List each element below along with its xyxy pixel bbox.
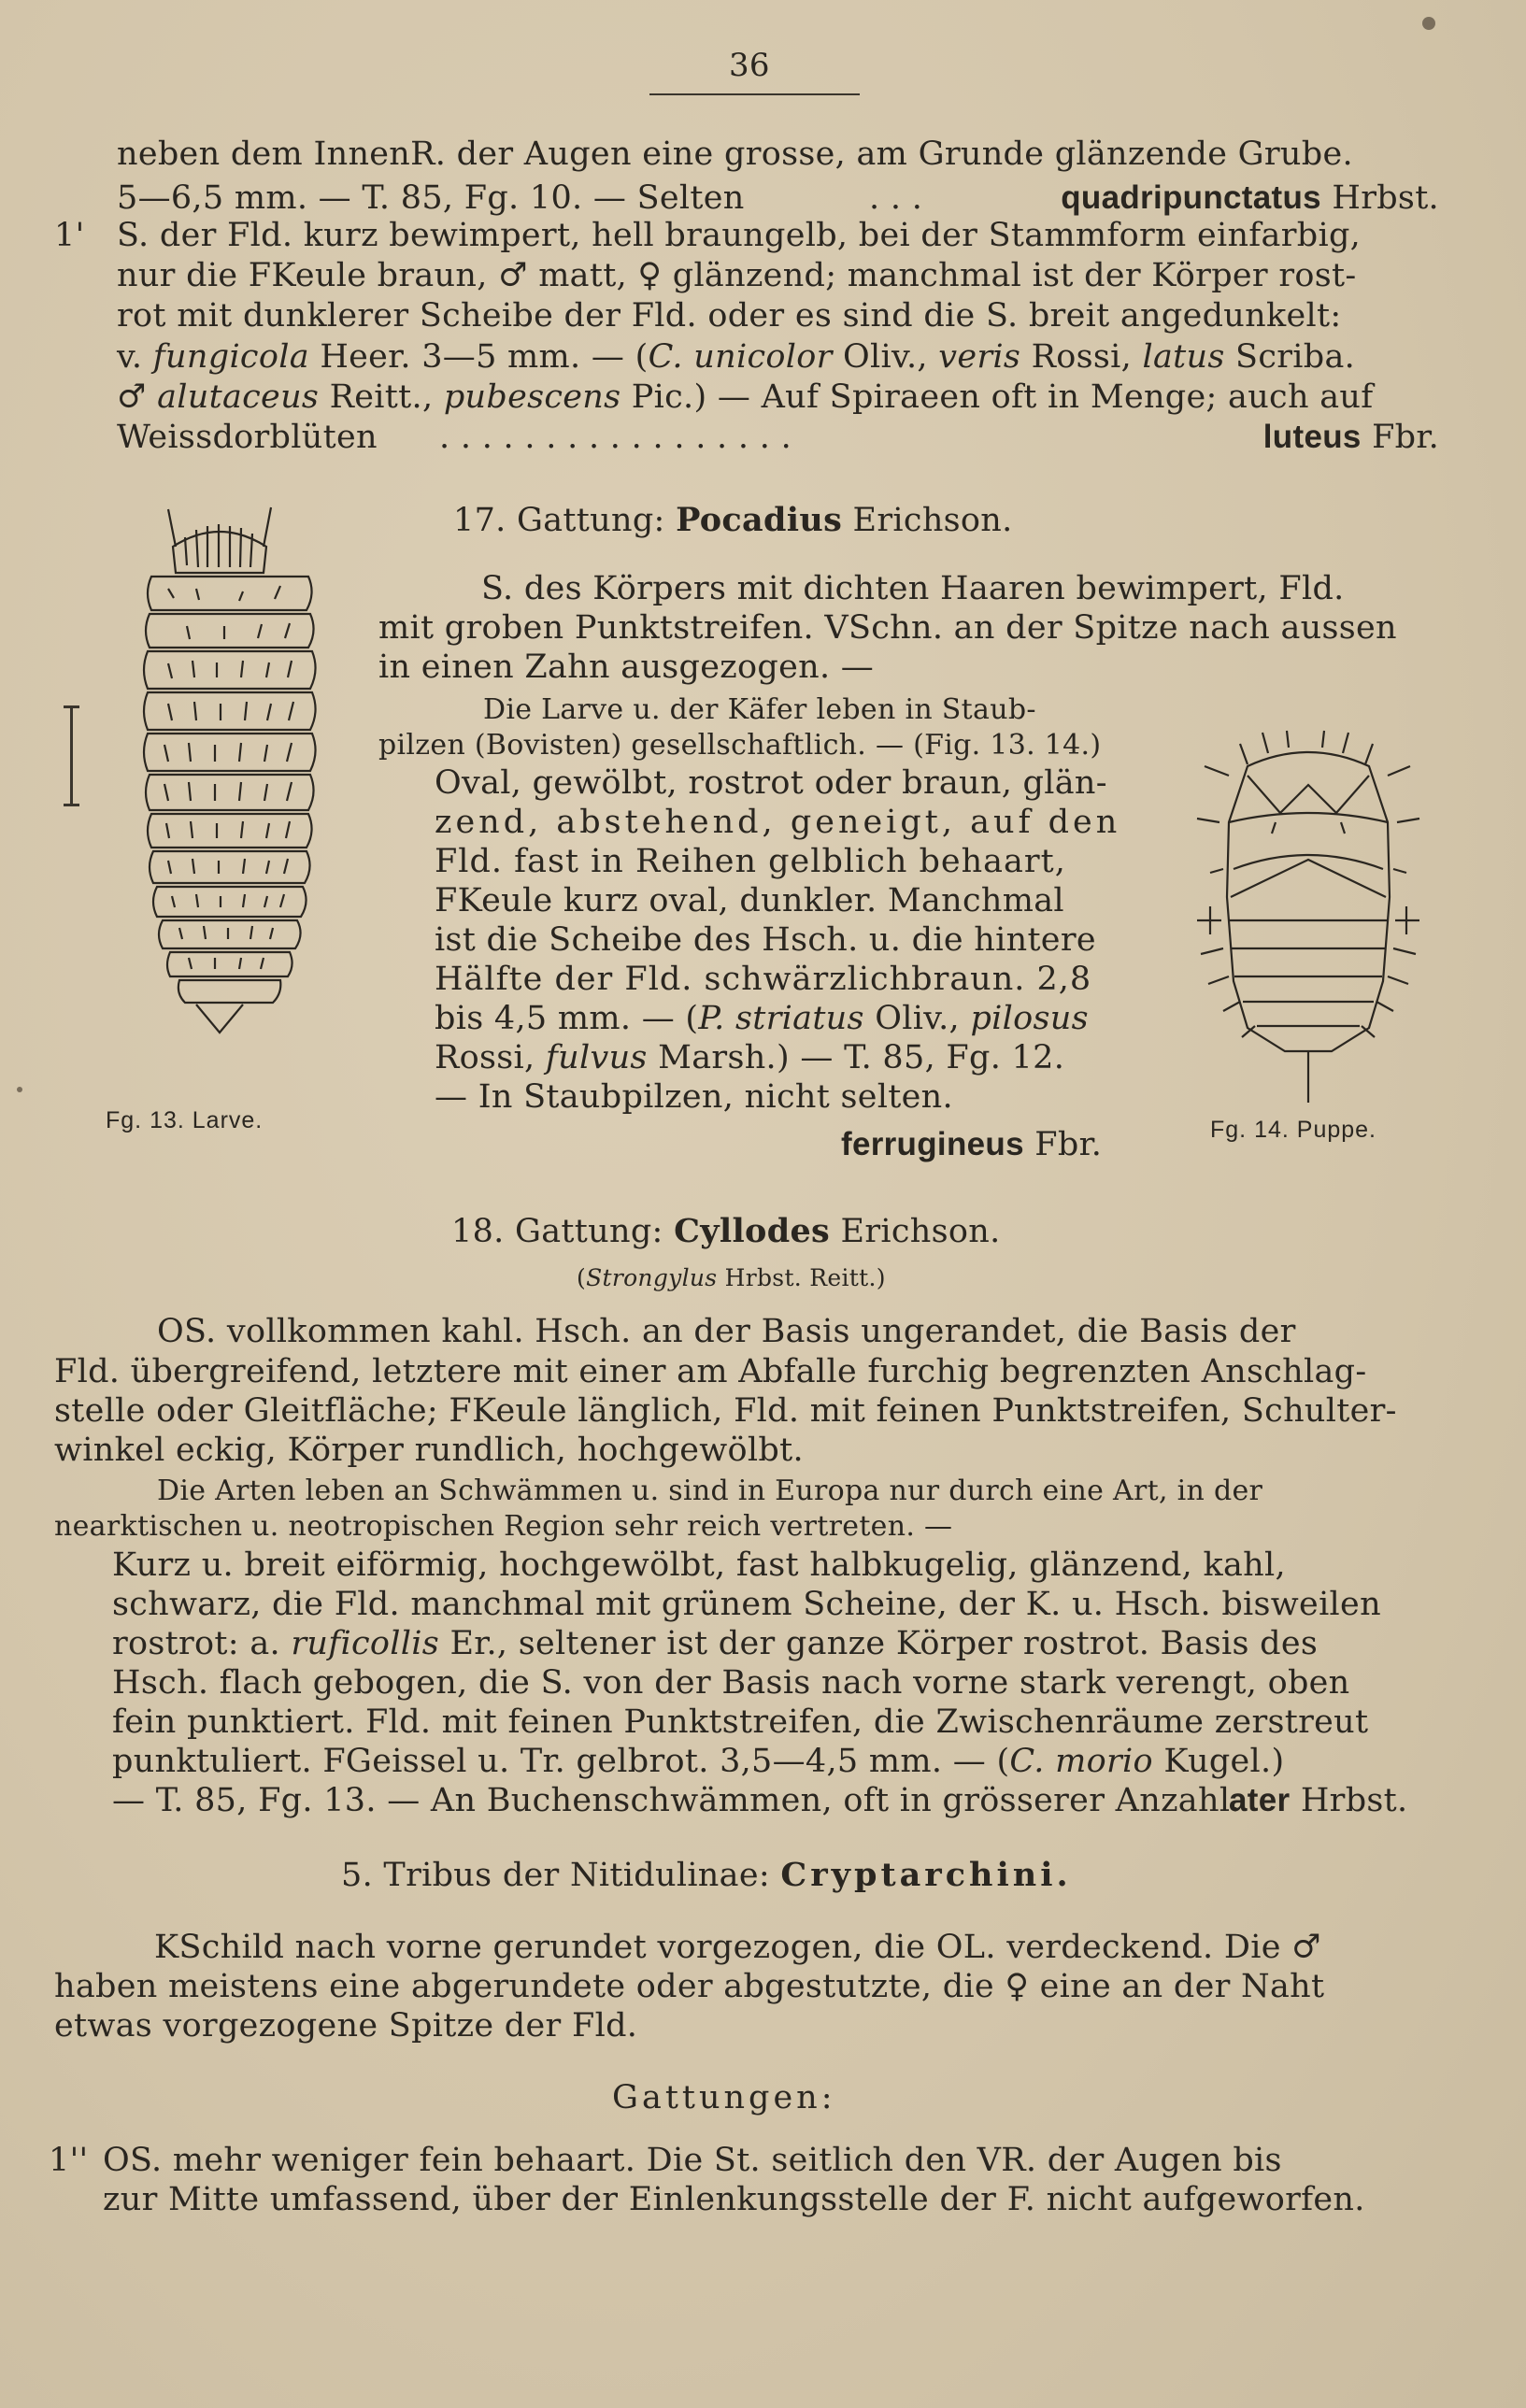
taxon-italic: alutaceus	[157, 378, 320, 416]
taxon-italic: fulvus	[545, 1039, 648, 1076]
text-span: Er., seltener ist der ganze Körper rostrot. Basis des	[449, 1625, 1319, 1662]
header-rule	[649, 93, 860, 95]
synonym-line	[577, 1260, 886, 1297]
text-line: Die Larve u. der Käfer leben in Staub-	[483, 693, 1036, 726]
heading-prefix: 5. Tribus der Nitidulinae:	[341, 1857, 770, 1894]
couplet-number: 1'	[54, 217, 85, 254]
leader-dots: . . . . . . . . . . . . . . . . .	[439, 419, 792, 456]
scale-bar	[70, 705, 73, 806]
genus-author: Erichson.	[840, 1213, 1001, 1250]
text-line: neben dem InnenR. der Augen eine grosse, am Grunde glänzende Grube.	[117, 135, 1353, 173]
text-span: Weissdorblüten	[117, 419, 378, 456]
species-name: quadripunctatus	[1061, 179, 1321, 216]
text-span: Pic.) — Auf Spiraeen oft in Menge; auch auf	[631, 378, 1374, 416]
species-name: ferrugineus	[841, 1126, 1024, 1162]
figure-13-caption: Fg. 13. Larve.	[106, 1107, 264, 1133]
text-line: rot mit dunklerer Scheibe der Fld. oder es sind die S. breit angedunkelt:	[117, 297, 1342, 335]
text-span: rostrot:	[112, 1625, 239, 1662]
text-span: Scriba.	[1235, 338, 1356, 376]
taxon-italic: pilosus	[970, 1000, 1089, 1037]
text-line: — In Staubpilzen, nicht selten.	[435, 1078, 953, 1116]
text-line: zend, abstehend, geneigt, auf den	[435, 804, 1121, 841]
text-span: Reitt.,	[329, 378, 434, 416]
larva-figure	[131, 500, 318, 1098]
text-line: zur Mitte umfassend, über der Einlenkungsstelle der F. nicht aufgeworfen.	[103, 2181, 1365, 2218]
taxon-italic: pubescens	[443, 378, 621, 416]
text-line: pilzen (Bovisten) gesellschaftlich. — (Fig. 13. 14.)	[378, 729, 1102, 762]
taxon-italic: veris	[938, 338, 1021, 376]
text-line: stelle oder Gleitfläche; FKeule länglich, Fld. mit feinen Punktstreifen, Schulter-	[54, 1392, 1397, 1430]
figure-14-caption: Fg. 14. Puppe.	[1210, 1117, 1377, 1143]
text-line	[117, 419, 1439, 456]
text-span: Oliv.,	[843, 338, 928, 376]
taxon-italic: P. striatus	[698, 1000, 864, 1037]
text-line: Fld. fast in Reihen gelblich behaart,	[435, 843, 1066, 880]
couplet-number: 1''	[49, 2142, 89, 2179]
text-line	[117, 179, 1439, 217]
text-line: OS. mehr weniger fein behaart. Die St. seitlich den VR. der Augen bis	[103, 2142, 1282, 2179]
taxon-italic: C. morio	[1009, 1743, 1153, 1780]
text-span: v.	[117, 338, 143, 376]
species-name: ater	[1229, 1782, 1291, 1818]
species-line	[1229, 1782, 1407, 1819]
text-line: Fld. übergreifend, letztere mit einer am Abfalle furchig begrenzten Anschlag-	[54, 1353, 1367, 1390]
taxon-italic: Strongylus	[586, 1264, 718, 1291]
text-line: Oval, gewölbt, rostrot oder braun, glän-	[435, 764, 1107, 802]
genus-18-heading	[451, 1213, 1001, 1250]
text-line: ist die Scheibe des Hsch. u. die hintere	[435, 921, 1096, 959]
text-line: nearktischen u. neotropischen Region sehr reich vertreten. —	[54, 1510, 953, 1543]
text-line: haben meistens eine abgerundete oder abgestutzte, die ♀ eine an der Naht	[54, 1968, 1325, 2005]
text-line: S. der Fld. kurz bewimpert, hell braungelb, bei der Stammform einfarbig,	[117, 217, 1362, 254]
genus-name: Pocadius	[676, 501, 843, 539]
text-line: winkel eckig, Körper rundlich, hochgewölbt.	[54, 1432, 804, 1469]
taxon-italic: fungicola	[152, 338, 309, 376]
tribus-5-heading	[341, 1857, 1072, 1894]
species-line	[1263, 419, 1439, 456]
paper-speck	[1422, 17, 1435, 30]
leader-dots: . . .	[869, 179, 923, 217]
text-span: Oliv.,	[875, 1000, 960, 1037]
taxon-italic: ruficollis	[291, 1625, 439, 1662]
text-span: a.	[250, 1625, 280, 1662]
text-line	[435, 1039, 1064, 1076]
text-line: Die Arten leben an Schwämmen u. sind in Europa nur durch eine Art, in der	[157, 1475, 1263, 1507]
text-line: nur die FKeule braun, ♂ matt, ♀ glänzend; manchmal ist der Körper rost-	[117, 257, 1357, 294]
species-author: Hrbst.	[1332, 179, 1439, 217]
text-line: KSchild nach vorne gerundet vorgezogen, die OL. verdeckend. Die ♂	[154, 1929, 1321, 1966]
species-line	[841, 1126, 1102, 1163]
taxon-italic: latus	[1142, 338, 1225, 376]
text-span: (	[577, 1264, 587, 1291]
heading-prefix: 17. Gattung:	[453, 502, 665, 539]
text-line: Kurz u. breit eiförmig, hochgewölbt, fast halbkugelig, glänzend, kahl,	[112, 1546, 1286, 1584]
page-number: 36	[729, 47, 770, 84]
text-line: OS. vollkommen kahl. Hsch. an der Basis ungerandet, die Basis der	[157, 1313, 1296, 1350]
scale-bar-cap	[64, 804, 79, 806]
text-line: FKeule kurz oval, dunkler. Manchmal	[435, 882, 1064, 919]
species-author: Hrbst.	[1300, 1782, 1408, 1819]
heading-prefix: 18. Gattung:	[451, 1213, 663, 1250]
text-span: Rossi,	[435, 1039, 535, 1076]
species-author: Fbr.	[1372, 419, 1439, 456]
male-symbol: ♂	[117, 378, 147, 416]
tribus-name: Cryptarchini.	[780, 1856, 1072, 1894]
text-line: mit groben Punktstreifen. VSchn. an der Spitze nach aussen	[378, 609, 1397, 647]
pupa-figure	[1191, 720, 1425, 1140]
text-span: Hrbst. Reitt.)	[724, 1264, 886, 1291]
text-line	[117, 378, 1373, 416]
text-line	[112, 1625, 1318, 1662]
text-span: 5—6,5 mm. — T. 85, Fg. 10. — Selten	[117, 179, 745, 217]
text-span: Kugel.)	[1163, 1743, 1285, 1780]
genus-author: Erichson.	[852, 502, 1013, 539]
text-line: Hsch. flach gebogen, die S. von der Basis nach vorne stark verengt, oben	[112, 1664, 1350, 1702]
text-span: punktuliert. FGeissel u. Tr. gelbrot. 3,5—4,5 mm. — (	[112, 1743, 1010, 1780]
text-line: etwas vorgezogene Spitze der Fld.	[54, 2007, 638, 2045]
text-span: Marsh.) — T. 85, Fg. 12.	[658, 1039, 1065, 1076]
text-line: S. des Körpers mit dichten Haaren bewimpert, Fld.	[481, 570, 1345, 607]
paper-speck	[17, 1087, 22, 1092]
species-line	[1061, 179, 1439, 217]
text-span: bis 4,5 mm. — (	[435, 1000, 699, 1037]
species-author: Fbr.	[1034, 1126, 1103, 1163]
text-span: Rossi,	[1031, 338, 1133, 376]
text-line: fein punktiert. Fld. mit feinen Punktstreifen, die Zwischenräume zerstreut	[112, 1703, 1369, 1741]
text-line	[435, 1000, 1089, 1037]
taxon-italic: C. unicolor	[648, 338, 833, 376]
gattungen-heading: Gattungen:	[612, 2079, 836, 2116]
text-line: in einen Zahn ausgezogen. —	[378, 648, 875, 686]
text-line: schwarz, die Fld. manchmal mit grünem Scheine, der K. u. Hsch. bisweilen	[112, 1586, 1381, 1623]
text-line: Hälfte der Fld. schwärzlichbraun. 2,8	[435, 961, 1092, 998]
text-line: — T. 85, Fg. 13. — An Buchenschwämmen, oft in grösserer Anzahl.	[112, 1782, 1241, 1819]
scale-bar-cap	[64, 705, 79, 708]
species-name: luteus	[1262, 419, 1362, 455]
text-line	[117, 338, 1355, 376]
genus-name: Cyllodes	[674, 1212, 831, 1250]
text-line	[112, 1743, 1284, 1780]
text-span: Heer. 3—5 mm. — (	[320, 338, 649, 376]
genus-17-heading	[453, 502, 1013, 539]
